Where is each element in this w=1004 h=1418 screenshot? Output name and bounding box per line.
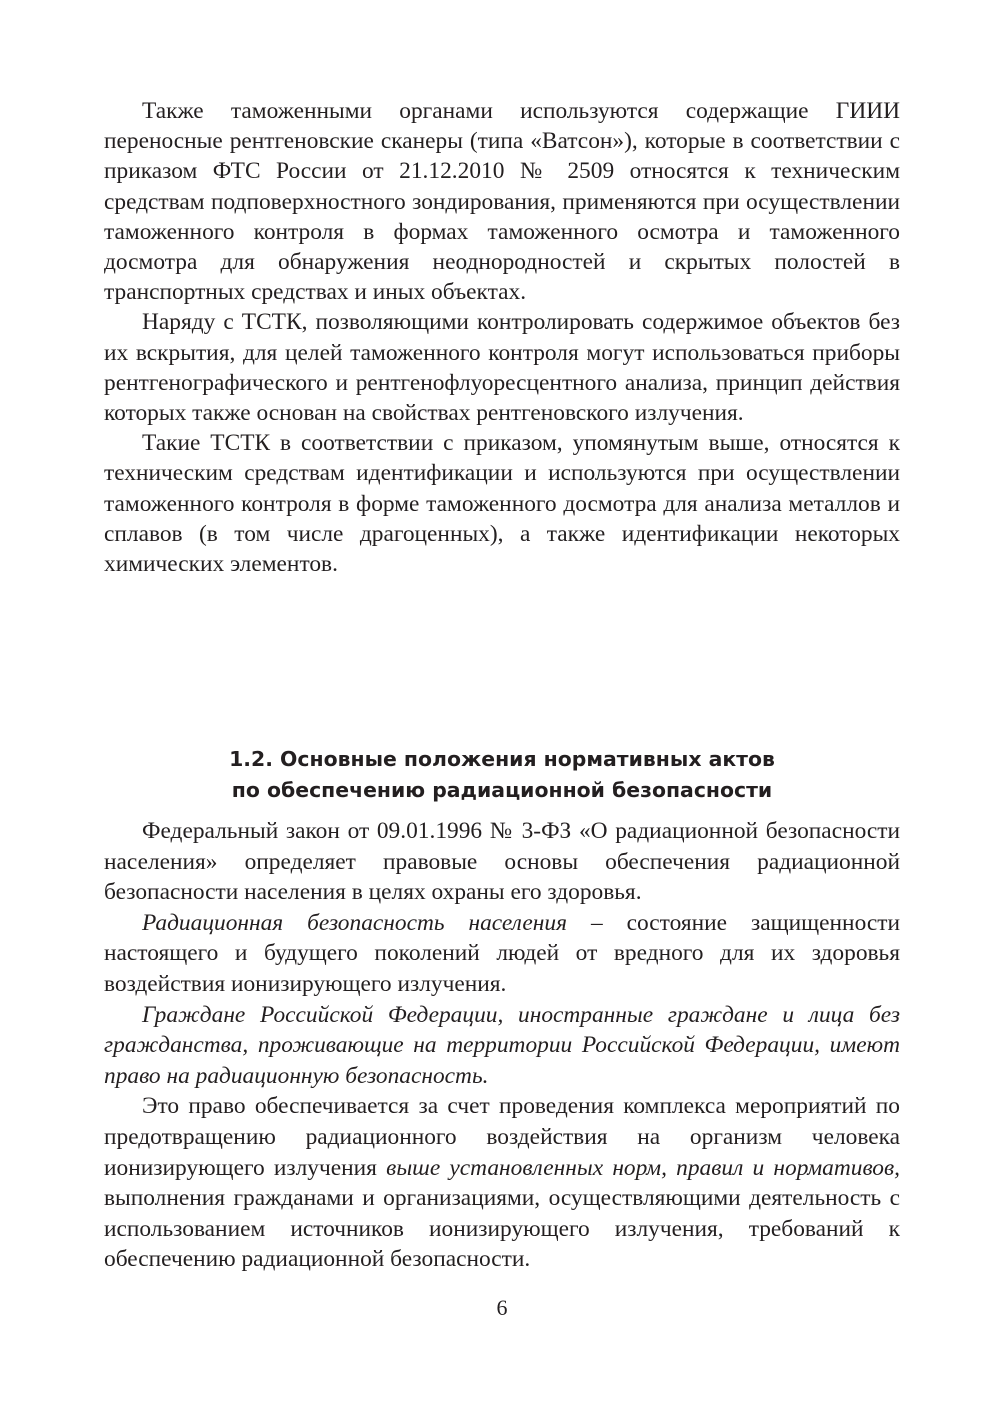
section-1 bbox=[104, 96, 900, 579]
right-ensured-start: Это право обеспечивается за счет проведения комплекса мероприятий по предотвращению радиационного воздействия на организм человека ионизирующего излучения bbox=[104, 1093, 900, 1181]
paragraph-federal-law: Федеральный закон от 09.01.1996 № 3-ФЗ «О радиационной безопасности населения» определяет правовые основы обеспечения радиационной безопасности населения в целях охраны его здоровья. bbox=[104, 818, 900, 906]
citizens-right-text: Граждане Российской Федерации, иностранные граждане и лица без гражданства, проживающие на территории Российской Федерации, имеют право на радиационную безопасность. bbox=[104, 1001, 900, 1089]
paragraph-xray-analysis: Наряду с ТСТК, позволяющими контролировать содержимое объектов без их вскрытия, для целей таможенного контроля могут использоваться приборы рентгенографического и рентгенофлуоресцентного анализа, принцип действия которых также основан на свойствах рентгеновского излучения. bbox=[104, 309, 900, 427]
paragraph-definition bbox=[104, 908, 900, 1000]
paragraph-citizens-right bbox=[104, 1000, 900, 1092]
right-ensured-italic: выше установленных норм, правил и нормативов, bbox=[386, 1154, 900, 1181]
definition-term: Радиационная безопасность населения bbox=[142, 909, 567, 936]
definition-text: – состояние защищенности настоящего и будущего поколений людей от вредного для их здоровья воздействия ионизирующего излучения. bbox=[104, 909, 900, 997]
paragraph-identification-means: Такие ТСТК в соответствии с приказом, упомянутым выше, относятся к техническим средствам идентификации и используются при осуществлении таможенного контроля в форме таможенного досмотра для анализа металлов и сплавов (в том числе драгоценных), а также идентификации некоторых химических элементов. bbox=[104, 430, 900, 578]
page-number: 6 bbox=[496, 1295, 508, 1320]
heading-line-2: по обеспечению радиационной безопасности bbox=[231, 778, 773, 802]
section-heading bbox=[104, 744, 900, 806]
paragraph-right-ensured bbox=[104, 1091, 900, 1275]
right-ensured-end: выполнения гражданами и организациями, осуществляющими деятельность с использованием источников ионизирующего излучения, требований к обеспечению радиационной безопасности. bbox=[104, 1185, 900, 1273]
heading-line-1: 1.2. Основные положения нормативных актов bbox=[229, 747, 775, 771]
section-2 bbox=[104, 816, 900, 1275]
paragraph-watson-scanners: Также таможенными органами используются содержащие ГИИИ переносные рентгеновские сканеры (типа «Ватсон»), которые в соответствии с приказом ФТС России от 21.12.2010 № 2509 относятся к техническим средствам подповерхностного зондирования, применяются при осуществлении таможенного контроля в формах таможенного осмотра и таможенного досмотра для обнаружения неоднородностей и скрытых полостей в транспортных средствах и иных объектах. bbox=[104, 98, 900, 306]
